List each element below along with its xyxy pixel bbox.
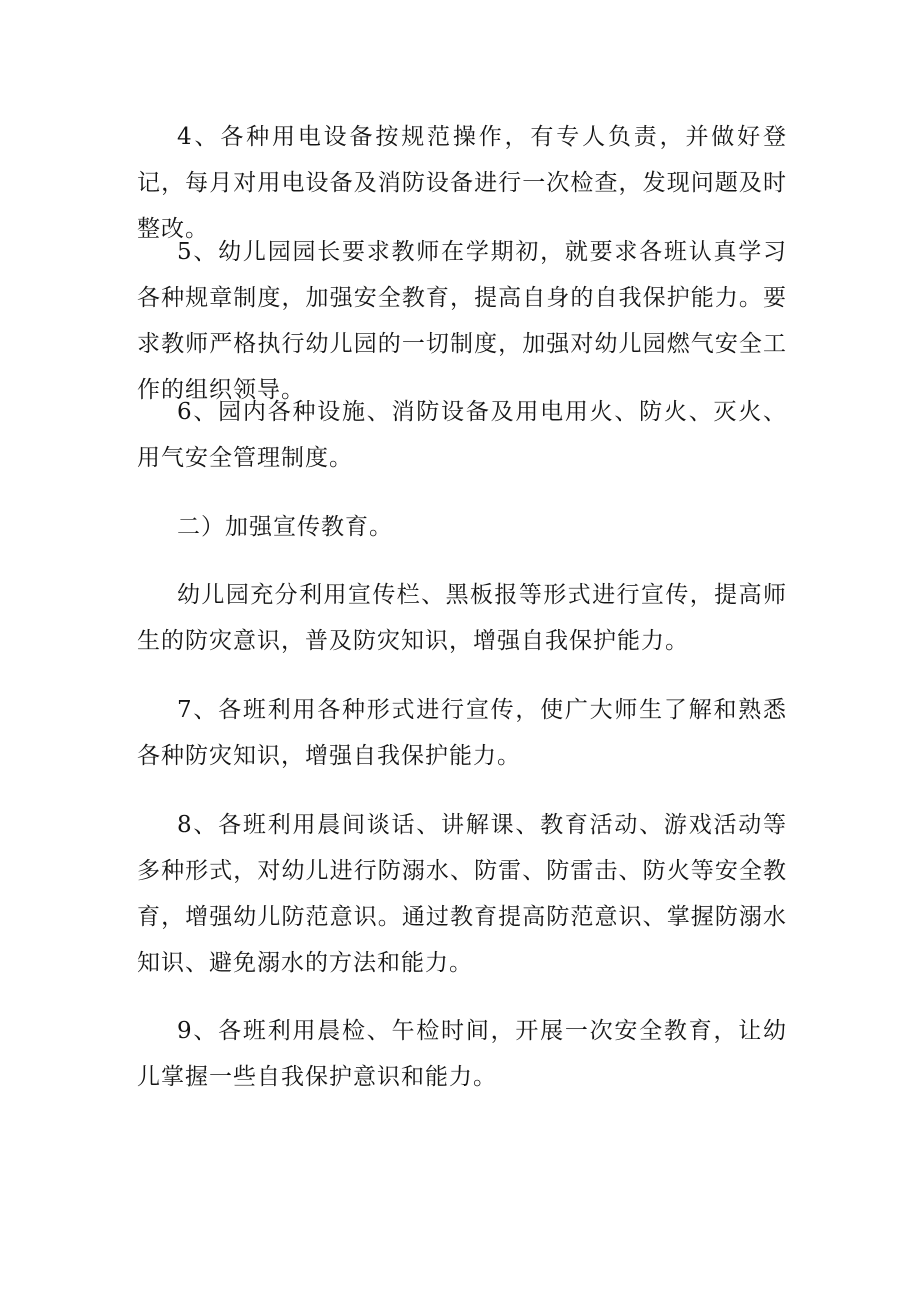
section-heading-2: 二）加强宣传教育。 bbox=[177, 514, 393, 540]
paragraph-item-5: 5、幼儿园园长要求教师在学期初，就要求各班认真学习各种规章制度，加强安全教育，提高自身的自我保护能力。要求教师严格执行幼儿园的一切制度，加强对幼儿园燃气安全工作的组织领导。 bbox=[137, 239, 787, 403]
paragraph-item-7: 7、各班利用各种形式进行宣传，使广大师生了解和熟悉各种防灾知识，增强自我保护能力。 bbox=[137, 697, 787, 769]
paragraph-publicity: 幼儿园充分利用宣传栏、黑板报等形式进行宣传，提高师生的防灾意识，普及防灾知识，增强自我保护能力。 bbox=[137, 582, 787, 654]
paragraph-item-9: 9、各班利用晨检、午检时间，开展一次安全教育，让幼儿掌握一些自我保护意识和能力。 bbox=[137, 1018, 787, 1090]
paragraph-item-4: 4、各种用电设备按规范操作，有专人负责，并做好登记，每月对用电设备及消防设备进行一次检查，发现问题及时整改。 bbox=[137, 124, 787, 242]
paragraph-item-8: 8、各班利用晨间谈话、讲解课、教育活动、游戏活动等多种形式，对幼儿进行防溺水、防雷、防雷击、防火等安全教育，增强幼儿防范意识。通过教育提高防范意识、掌握防溺水知识、避免溺水的方法和能力。 bbox=[137, 812, 787, 976]
paragraph-item-6: 6、园内各种设施、消防设备及用电用火、防火、灭火、用气安全管理制度。 bbox=[137, 399, 787, 471]
